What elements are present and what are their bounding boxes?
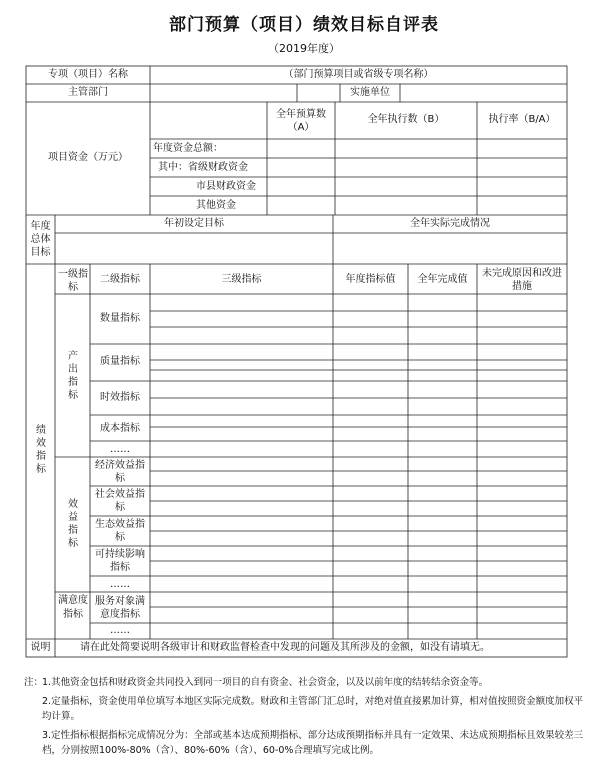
page-title: 部门预算（项目）绩效目标自评表	[169, 15, 439, 35]
benefit-group-label: 效益指标	[68, 499, 78, 549]
social-indicator: 社会效益指标	[95, 489, 145, 513]
note-3: 3.定性指标根据指标完成情况分为：全部或基本达成预期指标、部分达成预期指标并具有一定效果、未达成预期指标且效果较差三档，分别按照100%-80%（含）、80%-60%（含）、60-0%合理填写完成比例。	[42, 730, 584, 756]
annual-budget-header: 全年预算数（A）	[276, 109, 326, 133]
benefit-more: ……	[110, 579, 130, 590]
project-name-label: 专项（项目）名称	[48, 69, 128, 80]
other-funds-label: 其他资金	[196, 200, 236, 211]
remark-text: 请在此处简要说明各级审计和财政监督检查中发现的问题及其所涉及的金额，如没有请填无。	[80, 642, 490, 653]
quantity-indicator: 数量指标	[100, 313, 140, 324]
output-more: ……	[110, 444, 130, 455]
ecological-indicator: 生态效益指标	[95, 519, 145, 543]
impl-label: 实施单位	[350, 87, 390, 98]
initial-goal-header: 年初设定目标	[164, 218, 224, 229]
level2-header: 二级指标	[100, 274, 140, 285]
satisfaction-more: ……	[110, 625, 130, 636]
actual-completion-header: 全年实际完成情况	[410, 218, 490, 229]
note-2: 2.定量指标，资金使用单位填写本地区实际完成数。财政和主管部门汇总时，对绝对值直接累加计算，相对值按照资金额度加权平均计算。	[42, 696, 584, 722]
satisfaction-group-label: 满意度指标	[58, 595, 88, 620]
output-group-label: 产出指标	[68, 351, 78, 401]
page-subtitle: （2019年度）	[268, 42, 340, 55]
funds-label: 项目资金（万元）	[48, 152, 128, 163]
annual-total-label: 年度资金总额：	[153, 143, 223, 154]
municipal-funds-label: 市县财政资金	[196, 181, 256, 192]
annual-goal-label: 年度总体目标	[30, 221, 51, 258]
level3-header: 三级指标	[221, 274, 262, 285]
project-name-hint: （部门预算项目或省级专项名称）	[283, 69, 434, 80]
exec-rate-header: 执行率（B/A）	[488, 114, 556, 125]
remark-label: 说明	[30, 642, 51, 653]
economic-indicator: 经济效益指标	[95, 460, 145, 484]
service-satisfaction-indicator: 服务对象满意度指标	[95, 596, 145, 620]
note-1-text: 1.其他资金包括和财政资金共同投入到同一项目的自有资金、社会资金，以及以前年度的结转结余资金等。	[42, 677, 489, 688]
sustainable-indicator: 可持续影响指标	[95, 549, 145, 573]
quality-indicator: 质量指标	[100, 356, 140, 367]
cost-indicator: 成本指标	[100, 423, 140, 434]
unfinished-header: 未完成原因和改进措施	[482, 268, 562, 292]
dept-label: 主管部门	[68, 87, 108, 98]
timeliness-indicator: 时效指标	[100, 392, 140, 403]
annual-done-header: 全年完成值	[417, 274, 468, 285]
performance-label: 绩效指标	[36, 425, 46, 475]
annual-exec-header: 全年执行数（B）	[367, 114, 445, 125]
annual-value-header: 年度指标值	[345, 274, 396, 285]
note-1	[24, 675, 584, 690]
notes	[24, 675, 584, 762]
provincial-funds-label: 其中：省级财政资金	[158, 162, 248, 173]
notes-prefix: 注：	[24, 677, 44, 688]
level1-header: 一级指标	[58, 269, 88, 293]
